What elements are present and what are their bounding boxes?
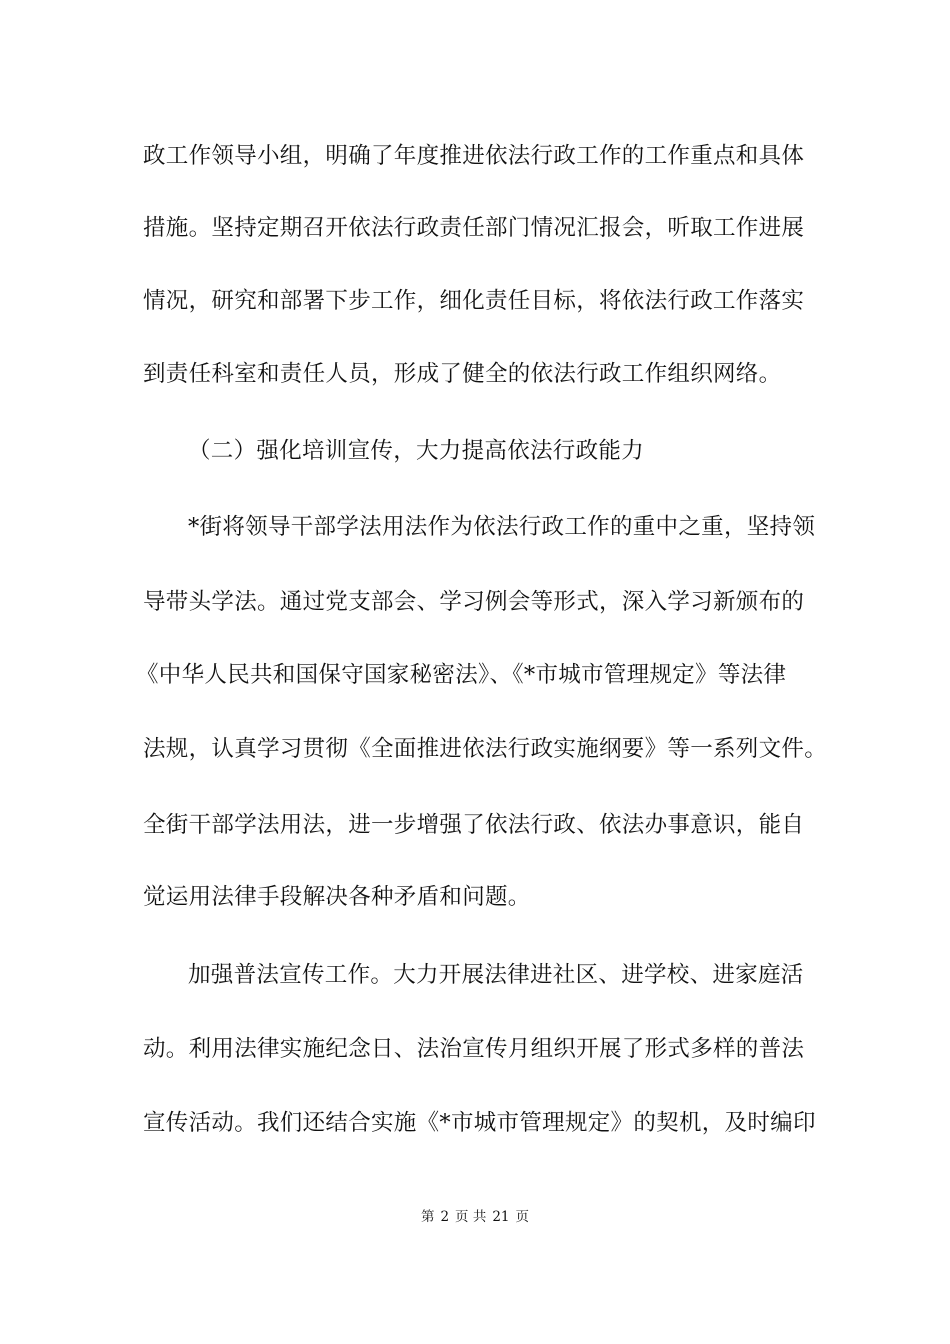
page-label-suffix: 页 (515, 1209, 530, 1225)
page-total-number: 21 (492, 1209, 510, 1225)
paragraph-line: 《中华人民共和国保守国家秘密法》、《*市城市管理规定》等法律 (136, 662, 787, 688)
paragraph-line: *街将领导干部学法用法作为依法行政工作的重中之重，坚持领 (188, 514, 816, 540)
paragraph-line: 全街干部学法用法，进一步增强了依法行政、依法办事意识，能自 (143, 812, 805, 838)
paragraph-line: 政工作领导小组，明确了年度推进依法行政工作的工作重点和具体 (143, 143, 805, 169)
page-label-prefix: 第 (420, 1209, 435, 1225)
paragraph-line: 措施。坚持定期召开依法行政责任部门情况汇报会，听取工作进展 (143, 215, 805, 241)
paragraph-line: 到责任科室和责任人员，形成了健全的依法行政工作组织网络。 (143, 361, 782, 387)
page-footer (0, 1208, 950, 1226)
section-heading: （二）强化培训宣传，大力提高依法行政能力 (188, 438, 645, 464)
paragraph-line: 法规，认真学习贯彻《全面推进依法行政实施纲要》等一系列文件。 (143, 736, 828, 762)
paragraph-line: 情况，研究和部署下步工作，细化责任目标，将依法行政工作落实 (143, 288, 805, 314)
paragraph-line: 动。利用法律实施纪念日、法治宣传月组织开展了形式多样的普法 (143, 1036, 805, 1062)
paragraph-line: 导带头学法。通过党支部会、学习例会等形式，深入学习新颁布的 (143, 589, 805, 615)
page-label-middle: 页 共 (455, 1209, 487, 1225)
page-current-number: 2 (440, 1209, 450, 1225)
paragraph-line: 加强普法宣传工作。大力开展法律进社区、进学校、进家庭活 (188, 962, 804, 988)
paragraph-line: 觉运用法律手段解决各种矛盾和问题。 (143, 884, 531, 910)
paragraph-line: 宣传活动。我们还结合实施《*市城市管理规定》的契机，及时编印 (143, 1110, 816, 1136)
